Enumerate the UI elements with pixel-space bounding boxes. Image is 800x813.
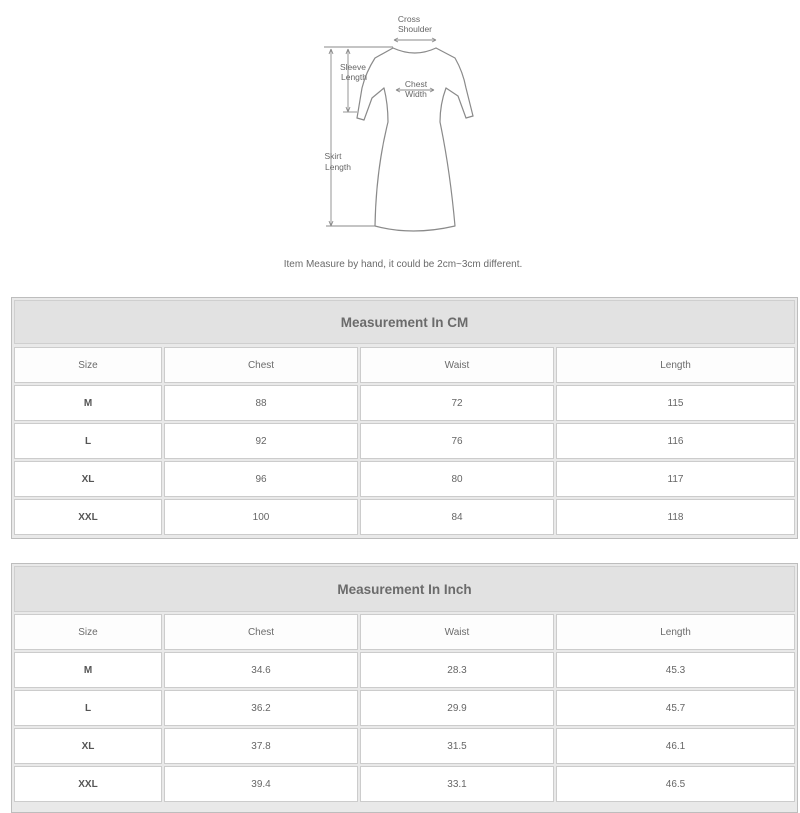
header-size: Size	[14, 614, 162, 650]
chest-cell: 34.6	[164, 652, 358, 688]
size-table-cm	[11, 297, 798, 539]
waist-cell: 76	[360, 423, 554, 459]
chest-width-label-line1: Chest	[404, 79, 428, 89]
waist-cell: 33.1	[360, 766, 554, 802]
waist-cell: 31.5	[360, 728, 554, 764]
sleeve-length-label-line2: Length	[341, 72, 367, 82]
cross-shoulder-label-line2: Shoulder	[397, 24, 433, 34]
header-chest: Chest	[164, 614, 358, 650]
length-cell: 45.7	[556, 690, 795, 726]
table-header-row	[14, 614, 795, 650]
chest-cell: 96	[164, 461, 358, 497]
chest-cell: 88	[164, 385, 358, 421]
size-cell: M	[14, 652, 162, 688]
waist-cell: 28.3	[360, 652, 554, 688]
table-title: Measurement In CM	[14, 300, 795, 344]
chest-width-label-line2: Width	[405, 89, 427, 99]
length-cell: 46.5	[556, 766, 795, 802]
table-row	[14, 652, 795, 688]
chest-cell: 37.8	[164, 728, 358, 764]
waist-cell: 72	[360, 385, 554, 421]
length-cell: 116	[556, 423, 795, 459]
header-chest: Chest	[164, 347, 358, 383]
table-row	[14, 728, 795, 764]
size-cell: M	[14, 385, 162, 421]
size-cell: XL	[14, 728, 162, 764]
dress-sketch-icon	[0, 0, 800, 290]
length-cell: 117	[556, 461, 795, 497]
size-cell: XXL	[14, 499, 162, 535]
chest-cell: 100	[164, 499, 358, 535]
chest-cell: 36.2	[164, 690, 358, 726]
table-row	[14, 690, 795, 726]
cross-shoulder-label-line1: Cross	[397, 14, 421, 24]
length-cell: 118	[556, 499, 795, 535]
sleeve-length-label-line1: Sleeve	[340, 62, 366, 72]
size-cell: XL	[14, 461, 162, 497]
waist-cell: 80	[360, 461, 554, 497]
table-row	[14, 423, 795, 459]
length-cell: 115	[556, 385, 795, 421]
header-length: Length	[556, 347, 795, 383]
waist-cell: 84	[360, 499, 554, 535]
size-cell: XXL	[14, 766, 162, 802]
chest-cell: 39.4	[164, 766, 358, 802]
skirt-length-label-line1: Skirt	[324, 151, 342, 161]
table-title: Measurement In Inch	[14, 566, 795, 612]
table-row	[14, 461, 795, 497]
header-waist: Waist	[360, 347, 554, 383]
dress-measurement-diagram	[0, 0, 800, 290]
skirt-length-label-line2: Length	[325, 162, 351, 172]
size-cell: L	[14, 423, 162, 459]
table-row	[14, 499, 795, 535]
table-header-row	[14, 347, 795, 383]
size-cell: L	[14, 690, 162, 726]
waist-cell: 29.9	[360, 690, 554, 726]
header-size: Size	[14, 347, 162, 383]
length-cell: 46.1	[556, 728, 795, 764]
chest-cell: 92	[164, 423, 358, 459]
header-length: Length	[556, 614, 795, 650]
measurement-disclaimer: Item Measure by hand, it could be 2cm~3cm different.	[283, 259, 523, 270]
table-row	[14, 385, 795, 421]
size-table-inch	[11, 563, 798, 813]
length-cell: 45.3	[556, 652, 795, 688]
table-row	[14, 766, 795, 802]
header-waist: Waist	[360, 614, 554, 650]
